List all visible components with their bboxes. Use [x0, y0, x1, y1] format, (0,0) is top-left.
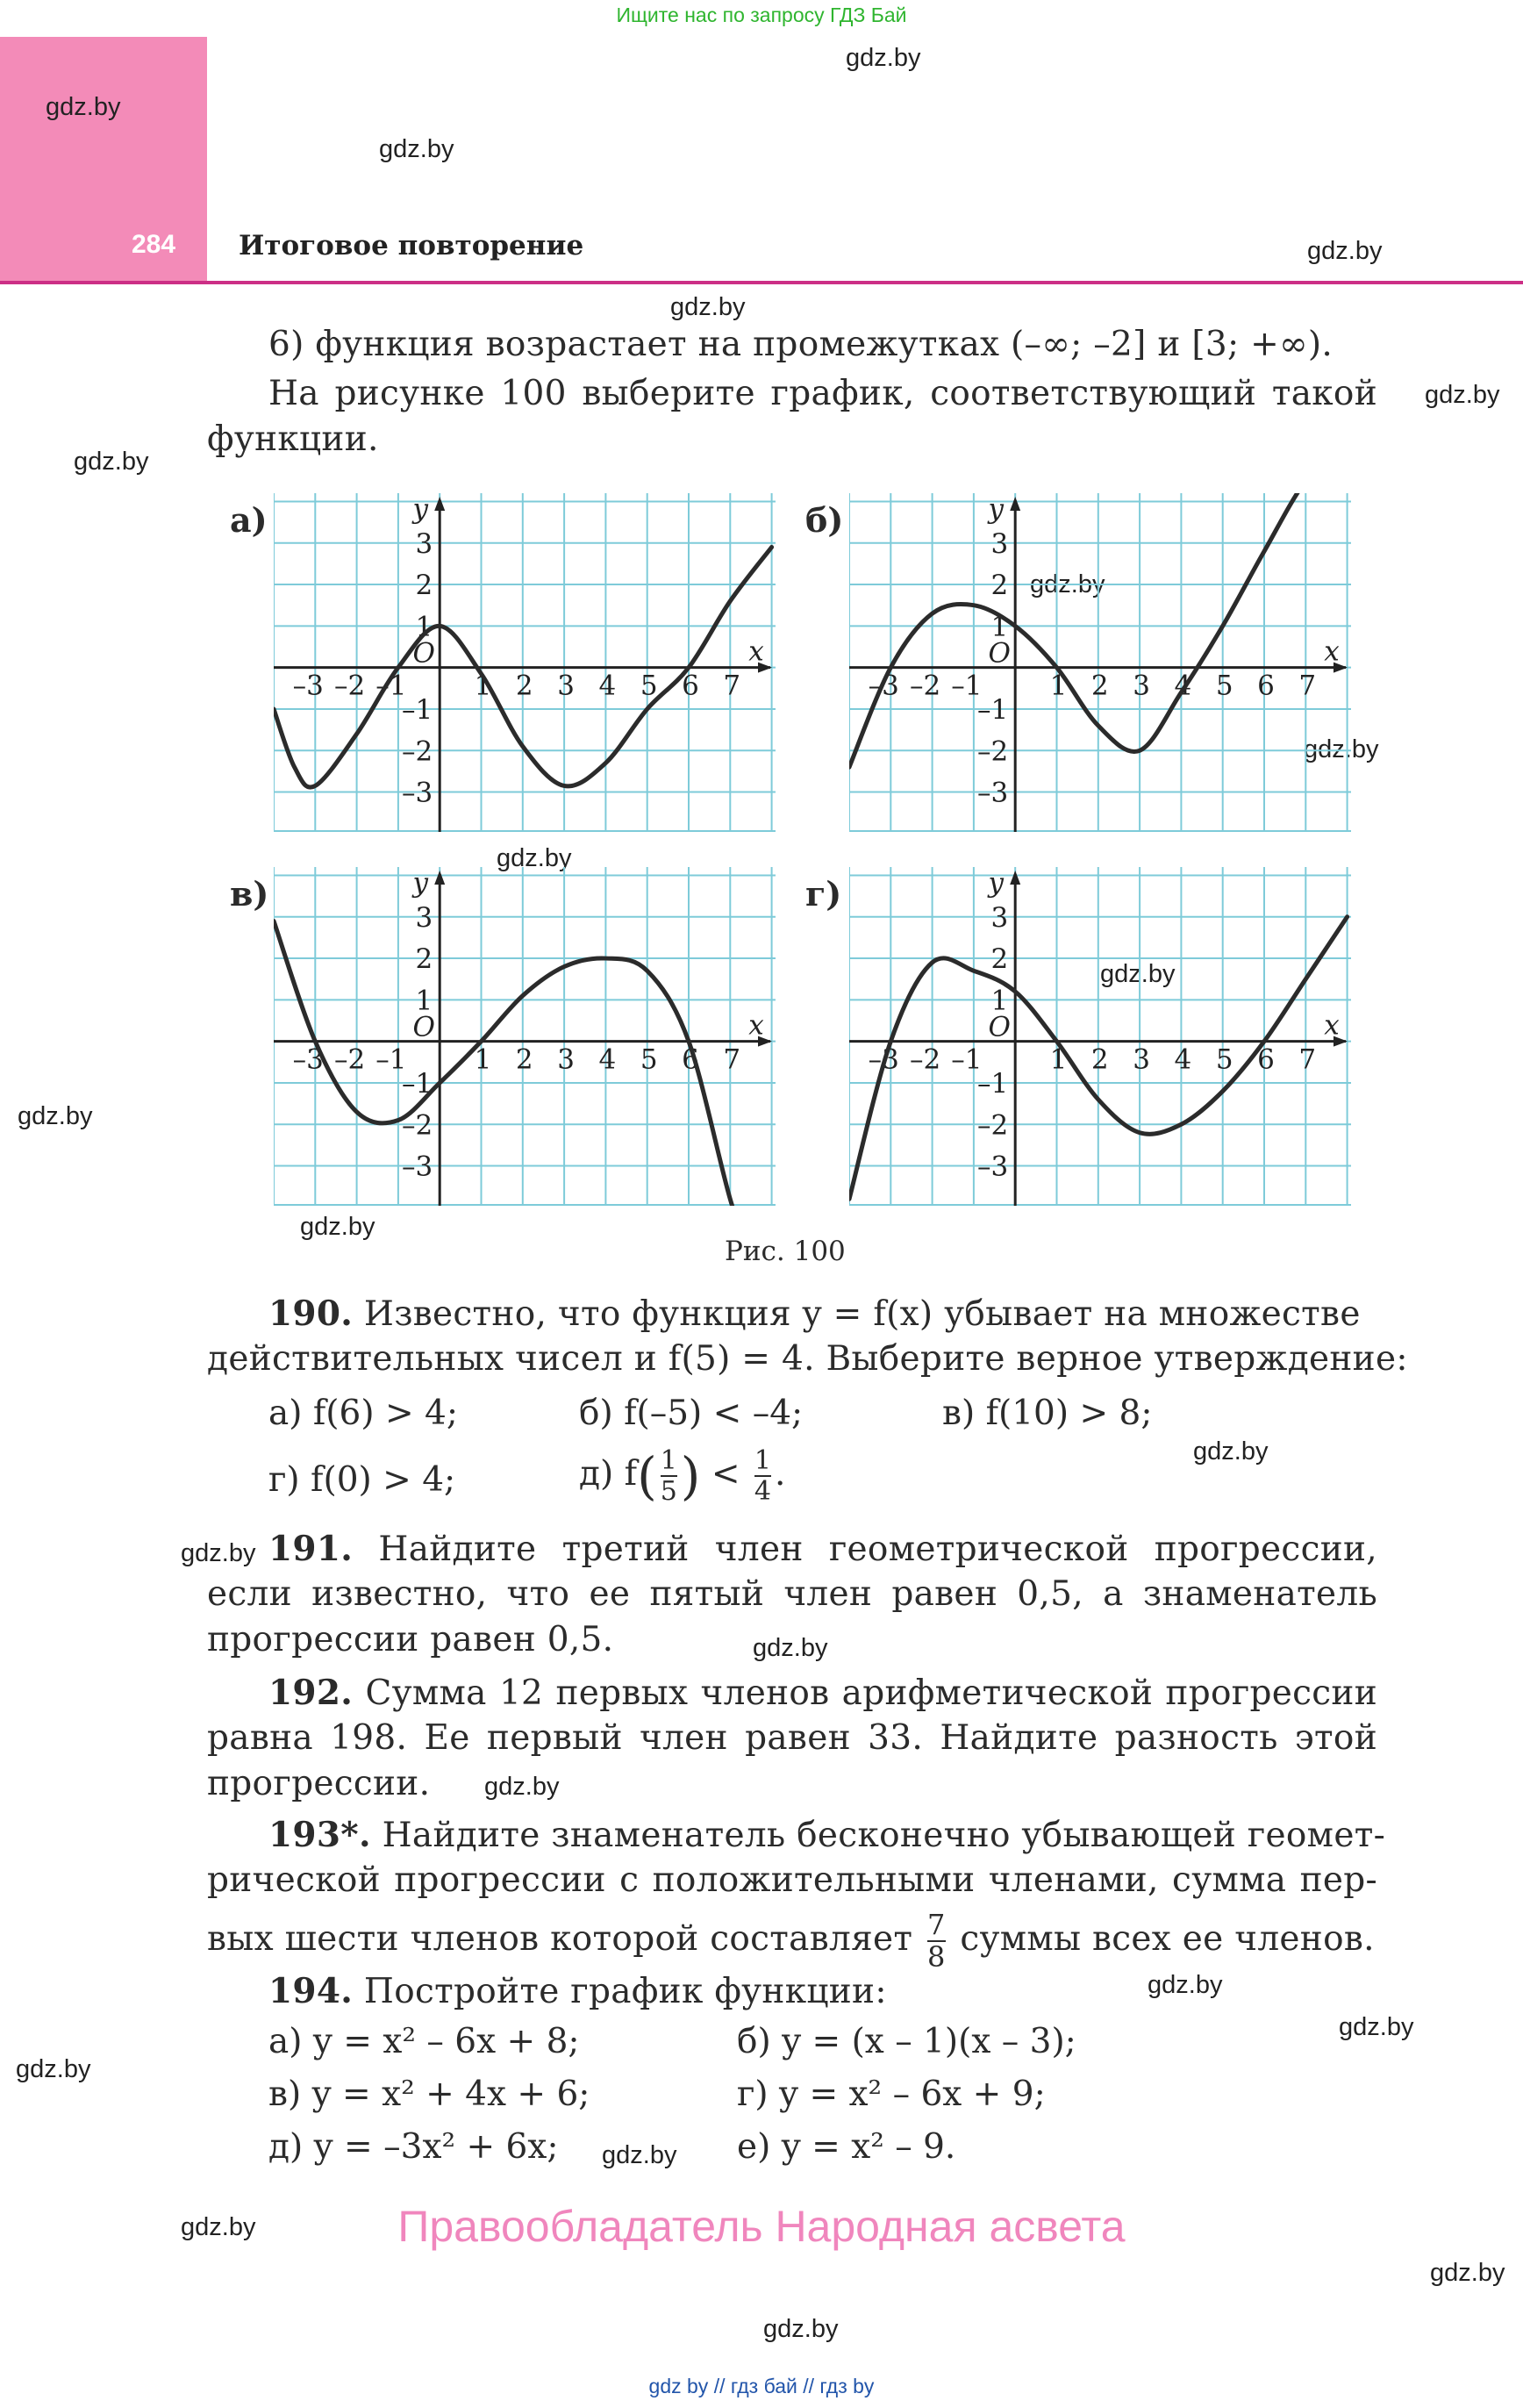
y-tick-label: 3 [990, 527, 1009, 560]
x-tick-label: 6 [682, 1043, 699, 1076]
intro-line: 6) функция возрастает на промежутках (–∞; –2] и [3; +∞). [268, 325, 1334, 364]
watermark: gdz.by [379, 135, 454, 163]
y-axis-label: y [412, 493, 428, 525]
graph-label-g: г) [805, 874, 842, 914]
option-v: в) f(10) > 8; [942, 1394, 1153, 1433]
x-axis-label: x [1324, 1009, 1340, 1042]
x-tick-label: 6 [1257, 670, 1275, 702]
y-axis-arrow [434, 497, 445, 511]
y-tick-label: –3 [976, 777, 1009, 809]
x-tick-label: 3 [1133, 1043, 1150, 1076]
watermark: gdz.by [46, 93, 121, 121]
x-tick-label: –1 [951, 1043, 983, 1076]
section-title: Итоговое повторение [239, 230, 584, 262]
top-banner[interactable]: Ищите нас по запросу ГДЗ Бай [616, 4, 907, 26]
page-tab [0, 37, 207, 281]
x-tick-label: 4 [1174, 1043, 1192, 1076]
intro-line: На рисунке 100 выберите график, соответствующий такой [268, 374, 1377, 413]
watermark: gdz.by [497, 844, 572, 872]
x-tick-label: –2 [333, 1043, 366, 1076]
problem-192-line: прогрессии. [207, 1764, 431, 1803]
y-tick-label: –1 [401, 693, 433, 726]
x-tick-label: –2 [909, 670, 941, 702]
y-tick-label: 1 [990, 985, 1009, 1017]
function-d: д) y = –3x² + 6x; [268, 2127, 559, 2167]
x-tick-label: 2 [515, 670, 533, 702]
y-axis-label: y [988, 493, 1004, 525]
origin-label: O [412, 1011, 435, 1043]
watermark: gdz.by [16, 2055, 91, 2083]
y-tick-label: –3 [976, 1150, 1009, 1183]
x-axis-label: x [748, 1009, 764, 1042]
watermark: gdz.by [181, 2213, 256, 2241]
x-tick-label: 6 [682, 670, 699, 702]
watermark: gdz.by [1425, 381, 1500, 409]
x-tick-label: 4 [598, 1043, 617, 1076]
watermark: gdz.by [74, 448, 149, 476]
x-tick-label: 2 [515, 1043, 533, 1076]
graph-label-v: в) [230, 874, 269, 914]
watermark: gdz.by [1430, 2259, 1505, 2287]
watermark: gdz.by [18, 1102, 93, 1130]
y-tick-label: –3 [401, 1150, 433, 1183]
x-tick-label: –1 [375, 1043, 407, 1076]
y-tick-label: –2 [401, 1109, 433, 1142]
graph-label-a: а) [230, 500, 268, 540]
function-e: е) y = x² – 9. [737, 2127, 956, 2167]
y-tick-label: –1 [976, 1067, 1009, 1100]
x-tick-label: 1 [1049, 1043, 1068, 1076]
origin-label: O [988, 1011, 1011, 1043]
copyright-notice: Правообладатель Народная асвета [397, 2202, 1126, 2251]
watermark: gdz.by [1148, 1971, 1223, 1999]
x-tick-label: –3 [292, 1043, 324, 1076]
x-tick-label: 7 [1298, 670, 1317, 702]
watermark: gdz.by [1304, 735, 1379, 763]
x-tick-label: 7 [723, 1043, 741, 1076]
intro-line: функции. [207, 419, 379, 459]
x-tick-label: –3 [868, 670, 899, 702]
origin-label: O [412, 637, 435, 670]
x-tick-label: 2 [1090, 1043, 1109, 1076]
problem-193-line: вых шести членов которой составляет $\frac{7}{8}$ суммы всех ее членов. [207, 1908, 1375, 1974]
watermark: gdz.by [1100, 960, 1176, 988]
y-tick-label: 1 [415, 611, 433, 643]
option-g: г) f(0) > 4; [268, 1460, 456, 1500]
x-tick-label: –1 [951, 670, 983, 702]
option-d: д) f( $\frac{1}{5}$ ) < $\frac{1}{4}$ . [579, 1445, 786, 1507]
x-tick-label: 3 [557, 670, 575, 702]
y-axis-arrow [1010, 497, 1020, 511]
x-tick-label: 6 [1257, 1043, 1275, 1076]
y-tick-label: 2 [415, 943, 433, 976]
x-tick-label: 3 [557, 1043, 575, 1076]
option-a: а) f(6) > 4; [268, 1394, 458, 1433]
y-tick-label: –3 [401, 777, 433, 809]
option-b: б) f(–5) < –4; [579, 1394, 804, 1433]
graph-label-b: б) [805, 500, 844, 540]
problem-text: Известно, что функция y = f(x) убывает на множестве [363, 1294, 1361, 1334]
page-number: 284 [132, 230, 176, 259]
watermark: gdz.by [1193, 1437, 1269, 1466]
problem-193-line: рической прогрессии с положительными членами, сумма пер- [207, 1860, 1377, 1900]
y-tick-label: 1 [415, 985, 433, 1017]
watermark: gdz.by [1339, 2013, 1414, 2041]
y-axis-label: y [412, 867, 428, 899]
y-tick-label: –2 [401, 735, 433, 768]
problem-number: 190. [268, 1294, 354, 1334]
function-b: б) y = (x – 1)(x – 3); [737, 2022, 1076, 2061]
x-tick-label: 3 [1133, 670, 1150, 702]
problem-194-line: 194. Постройте график функции: [268, 1971, 887, 2011]
watermark: gdz.by [1030, 570, 1105, 598]
watermark: gdz.by [846, 44, 921, 72]
y-axis-arrow [1010, 871, 1020, 885]
x-axis-label: x [748, 635, 764, 668]
figure-caption: Рис. 100 [725, 1236, 846, 1267]
problem-193-line: 193*. Найдите знаменатель бесконечно убывающей геомет- [268, 1815, 1386, 1855]
x-tick-label: 7 [1298, 1043, 1317, 1076]
problem-190-line: действительных чисел и f(5) = 4. Выберите верное утверждение: [207, 1339, 1408, 1379]
x-axis-label: x [1324, 635, 1340, 668]
x-tick-label: 1 [1049, 670, 1068, 702]
watermark: gdz.by [1307, 237, 1383, 265]
y-tick-label: 3 [415, 527, 433, 560]
problem-191-line: прогрессии равен 0,5. [207, 1620, 614, 1659]
y-tick-label: –1 [401, 1067, 433, 1100]
graph-a [274, 493, 776, 832]
header-rule [0, 281, 1523, 284]
watermark: gdz.by [484, 1773, 560, 1801]
y-tick-label: 2 [990, 570, 1009, 602]
x-tick-label: 1 [474, 670, 492, 702]
y-tick-label: –2 [976, 1109, 1009, 1142]
x-tick-label: 4 [1174, 670, 1192, 702]
x-tick-label: 2 [1090, 670, 1109, 702]
problem-190-line [268, 1294, 1361, 1334]
x-tick-label: 5 [640, 670, 658, 702]
watermark: gdz.by [602, 2141, 677, 2169]
origin-label: O [988, 637, 1011, 670]
x-tick-label: –3 [868, 1043, 899, 1076]
y-axis-arrow [434, 871, 445, 885]
watermark: gdz.by [670, 293, 746, 321]
problem-191-line: 191. Найдите третий член геометрической прогрессии, [268, 1529, 1377, 1569]
problem-191-line: если известно, что ее пятый член равен 0,5, а знаменатель [207, 1574, 1377, 1614]
x-tick-label: 5 [1215, 1043, 1233, 1076]
y-tick-label: 2 [415, 570, 433, 602]
function-g: г) y = x² – 6x + 9; [737, 2075, 1046, 2114]
x-tick-label: 5 [1215, 670, 1233, 702]
x-tick-label: –1 [375, 670, 407, 702]
y-tick-label: –1 [976, 693, 1009, 726]
watermark: gdz.by [181, 1539, 256, 1567]
y-tick-label: 2 [990, 943, 1009, 976]
y-axis-label: y [988, 867, 1004, 899]
y-tick-label: 3 [415, 901, 433, 934]
problem-192-line: 192. Сумма 12 первых членов арифметической прогрессии [268, 1673, 1378, 1713]
watermark: gdz.by [763, 2315, 839, 2343]
graph-v [274, 867, 776, 1206]
x-tick-label: 1 [474, 1043, 492, 1076]
x-tick-label: –3 [292, 670, 324, 702]
x-tick-label: 4 [598, 670, 617, 702]
watermark: gdz.by [300, 1213, 375, 1241]
watermark: gdz.by [753, 1634, 828, 1662]
function-v: в) y = x² + 4x + 6; [268, 2075, 590, 2114]
x-tick-label: –2 [333, 670, 366, 702]
y-tick-label: 1 [990, 611, 1009, 643]
y-tick-label: –2 [976, 735, 1009, 768]
graph-g [849, 867, 1351, 1206]
x-tick-label: –2 [909, 1043, 941, 1076]
graph-b [849, 493, 1351, 832]
x-tick-label: 5 [640, 1043, 658, 1076]
function-a: а) y = x² – 6x + 8; [268, 2022, 580, 2061]
problem-192-line: равна 198. Ее первый член равен 33. Найдите разность этой [207, 1718, 1377, 1758]
bottom-links[interactable]: gdz by // гдз бай // гдз by [648, 2375, 875, 2397]
x-tick-label: 7 [723, 670, 741, 702]
y-tick-label: 3 [990, 901, 1009, 934]
